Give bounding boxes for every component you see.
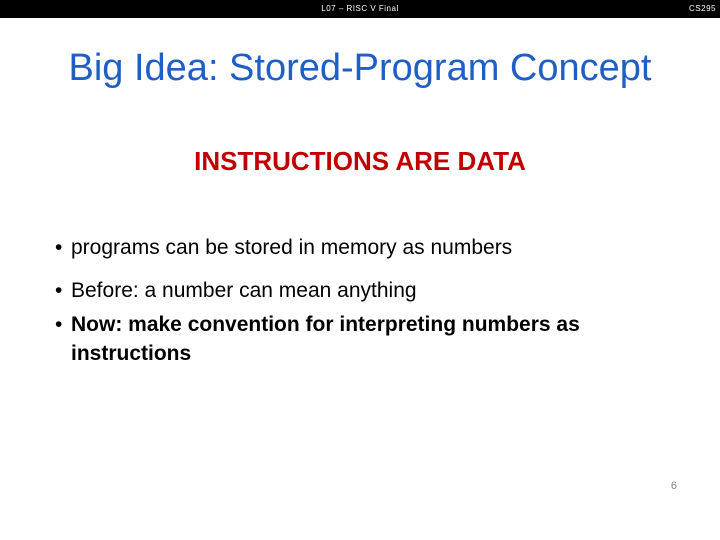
slide-subtitle: INSTRUCTIONS ARE DATA	[194, 146, 526, 176]
header-course-label: CS295	[689, 4, 716, 13]
page-number: 6	[670, 480, 677, 492]
header-lecture-label: L07 – RISC V Final	[321, 4, 399, 13]
header-bar	[0, 0, 720, 18]
bullet-dot-icon: •	[55, 236, 63, 259]
bullet-item	[55, 276, 695, 305]
bullet-dot-icon: •	[55, 313, 63, 336]
bullet-dot-icon: •	[55, 279, 63, 302]
bullet-item	[55, 310, 695, 368]
bullet-text: Now: make convention for interpreting numbers as instructions	[71, 313, 580, 365]
slide-title: Big Idea: Stored-Program Concept	[68, 47, 652, 89]
bullet-text: Before: a number can mean anything	[71, 279, 417, 302]
bullet-text: programs can be stored in memory as numbers	[71, 236, 513, 259]
bullet-item	[55, 233, 695, 262]
